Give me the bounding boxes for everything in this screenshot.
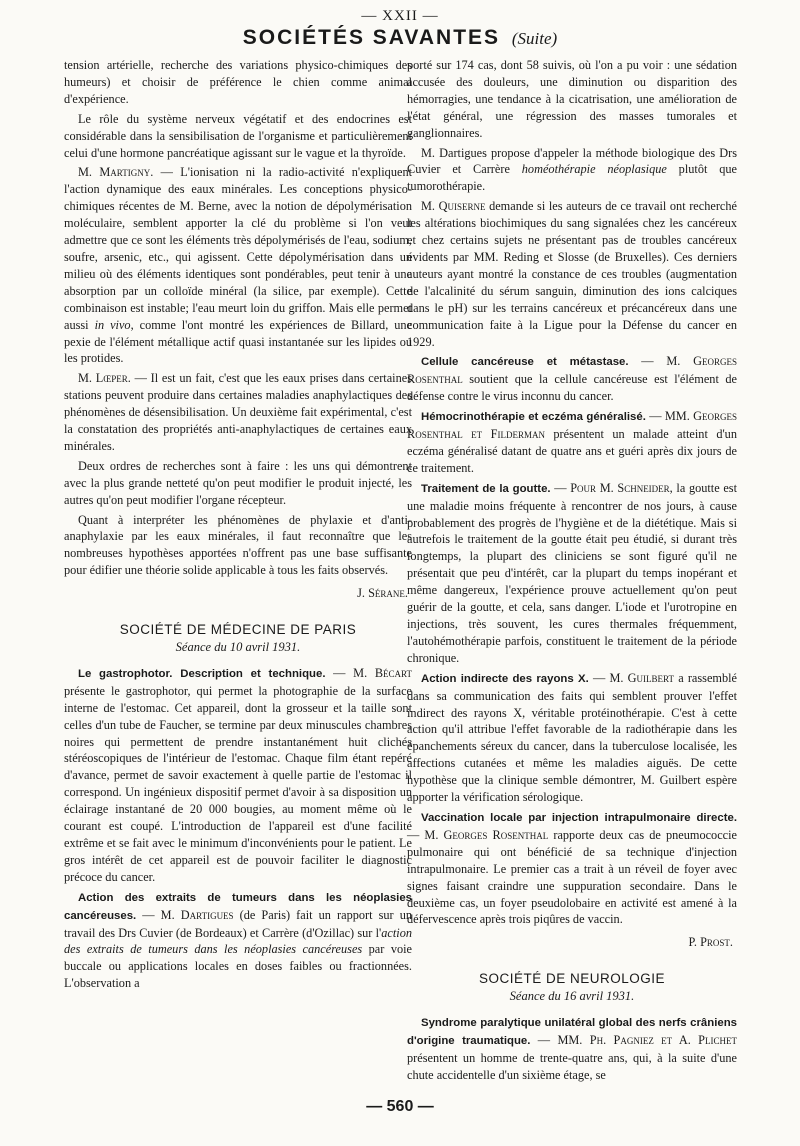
paragraph-text: — L'ionisation ni la radio-activité n'expliquent l'action dynamique des eaux minérales. Les conceptions physico-chimiques récentes de M. Berne, avec la notion de dépolymérisation moléculaire, semblent apporter la clé du problème si l'on veut admettre que ce sont les éléments très dépolymérisés de l'eau, sodium, soufre, arsenic, etc., qui agissent. Cette dépolymérisation dans un milieu où des éléments identiques sont pondérables, peut tenir à une absorption par un colloïde minéral (la silice, par exemple). Cette combinaison est instable; l'eau meurt loin du griffon. Mais elle permet aussi: [64, 165, 413, 332]
italic-text: in vivo: [94, 317, 131, 332]
left-column: [64, 57, 412, 992]
paragraph-text: soutient que la cellule cancéreuse est l'élément de défense contre le virus inconnu du cancer.: [407, 372, 737, 404]
speaker-name: — M. Georges Rosenthal: [407, 354, 737, 387]
paragraph-text: , comme l'ont montré les expériences de Billard, une pexie de l'élément métallique actif quasi instantanée sur les lipides ou les protides.: [64, 317, 412, 366]
paragraph: Deux ordres de recherches sont à faire : les uns qui démontrent avec la plus grande netteté qu'on peut modifier le produit injecté, les autres qu'on peut modifier l'organe récepteur.: [64, 458, 412, 507]
paragraph-text: par voie buccale ou applications locales en doses faibles ou fractionnées. L'observation a: [64, 942, 412, 991]
article: [407, 480, 737, 667]
speaker-name: — M. Dartigues: [136, 907, 234, 922]
running-header: [0, 26, 800, 50]
article-lead: Action indirecte des rayons X.: [421, 672, 589, 685]
paragraph-text: M. Dartigues propose d'appeler la méthode biologique des Drs Cuvier et Carrère: [407, 145, 737, 177]
signature: P. Prost.: [688, 935, 733, 950]
paragraph: Quant à interpréter les phénomènes de phylaxie et d'anti-anaphylaxie par les eaux minérales, il faut reconnaître que les nombreuses hypothèses apportées n'offrent pas une base suffisante pour édifier une théorie solide applicable à tous les faits observés.: [64, 512, 412, 578]
speaker-name: M. Martigny.: [78, 165, 154, 180]
article-lead: Syndrome paralytique unilatéral global des nerfs crâniens d'origine traumatique.: [407, 1017, 737, 1047]
speaker-name: — M. Georges Rosenthal: [407, 827, 549, 842]
speaker-name: — MM. Ph. Pagniez et A. Plichet: [530, 1032, 737, 1047]
speaker-name: — Pour M. Schneider,: [550, 480, 673, 495]
paragraph-text: rapporte deux cas de pneumococcie pulmonaire qui ont bénéficié de sa technique d'injection intrapulmonaire. Le premier cas a trait à un réveil de foyer avec signes faisant craindre une suppuration secondaire. Dans le deuxième cas, un foyer pseudolobaire en activité est amené à la défervescence après trois piqûres de vaccin.: [407, 827, 737, 927]
paragraph-text: présente le gastrophotor, qui permet la photographie de la surface interne de l'estomac. Cet appareil, dont la grosseur et la taille sont celles d'un tube de Faucher, se termine par deux minuscules chambres noires qui permettent de prendre instantanément huit clichés stéréoscopiques de l'intérieur de l'estomac. Chaque film étant repéré d'avance, permet de savoir exactement à quelle partie de l'estomac il correspond. Un ingénieux dispositif permet d'avoir à sa disposition un éclairage instantané de 20 000 bougies, au moment même où le courant est coupé. L'introduction de l'appareil est d'une facilité extrême et se fait avec le minimum d'inconvénients pour le patient. Le gros intérêt de cet appareil est de pouvoir faciliter le diagnostic précoce du cancer.: [64, 683, 412, 884]
right-column: [407, 57, 737, 1084]
paragraph: [407, 198, 737, 350]
article-lead: Hémocrinothérapie et eczéma généralisé.: [421, 411, 646, 424]
section-title: SOCIÉTÉ DE NEUROLOGIE: [478, 971, 666, 987]
paragraph: [64, 370, 412, 455]
paragraph-text: présentent un malade atteint d'un eczéma généralisé datant de quatre ans et guéri après dix jours de ce traitement.: [407, 427, 737, 475]
paragraph: tension artérielle, recherche des variations physico-chimiques des humeurs) et choisir de préférence le chien comme animal d'expérience.: [64, 58, 412, 106]
article: [407, 408, 737, 477]
italic-text: action des extraits de tumeurs dans les néoplasies cancéreuses: [64, 925, 412, 957]
speaker-name: — MM. Georges Rosenthal et Filderman: [407, 409, 737, 442]
paragraph-text: (de Paris) fait un rapport sur un travail des Drs Cuvier (de Bordeaux) et Carrère (d'Ozillac) sur l': [64, 907, 412, 940]
roman-folio: — XXII —: [361, 8, 439, 24]
paragraph-text: plutôt que tumorothérapie.: [407, 162, 737, 194]
article: [64, 665, 412, 886]
paragraph-text: présentent un homme de trente-quatre ans, qui, à la suite d'une chute accidentelle d'un sixième étage, se: [407, 1050, 737, 1082]
speaker-name: — M. Guilbert: [588, 670, 674, 685]
page-number: — 560 —: [366, 1098, 434, 1115]
speaker-name: M. Quiserne: [421, 199, 486, 214]
article-lead: Le gastrophotor. Description et technique.: [78, 667, 326, 680]
article-lead: Vaccination locale par injection intrapulmonaire directe.: [421, 811, 737, 824]
paragraph: [407, 145, 737, 196]
italic-text: homéothérapie néoplasique: [521, 162, 667, 177]
header-suite: (Suite): [511, 29, 558, 48]
signature: J. Sérane.: [357, 586, 408, 601]
session-date: Séance du 10 avril 1931.: [175, 640, 301, 654]
paragraph-text: a rassemblé dans sa communication des faits qui semblent prouver l'effet indirect des rayons X, véritable protéinothérapie. C'est à cette action qu'il attribue l'effet favorable de la radiothérapie dans les épanchements séreux du cancer, dans la tuberculose localisée, les affections cutanées et même les maladies aiguës. De cette hypothèse que la clinique semble démontrer, M. Guilbert espère apporter la vérification sérologique.: [407, 670, 738, 805]
article-lead: Action des extraits de tumeurs dans les néoplasies cancéreuses.: [64, 891, 412, 922]
article: [407, 353, 737, 405]
article: [64, 889, 412, 992]
paragraph: porté sur 174 cas, dont 58 suivis, où l'on a pu voir : une sédation accusée des douleurs, une diminution ou disparition des hémorragies, une tendance à la cicatrisation, une amélioration de l'état général, une régression des masses tumorales et ganglionnaires.: [407, 58, 737, 140]
section-title: SOCIÉTÉ DE MÉDECINE DE PARIS: [119, 622, 357, 638]
article: [407, 809, 737, 928]
speaker-name: M. Lœper.: [78, 371, 131, 386]
article: [407, 670, 737, 806]
speaker-name: — M. Bécart: [325, 665, 412, 680]
article-lead: Cellule cancéreuse et métastase.: [421, 356, 629, 369]
paragraph: Le rôle du système nerveux végétatif et des endocrines est considérable dans la sensibilisation de l'organisme et particulièrement celui d'une hormone pancréatique agissant sur le vague et la thyroïde.: [64, 111, 412, 160]
header-title: SOCIÉTÉS SAVANTES: [242, 26, 501, 49]
paragraph-text: demande si les auteurs de ce travail ont recherché les altérations biochimiques du sang signalées chez les cancéreux et chez certains sujets ne présentant pas de troubles cancéreux évidents par MM. Reding et Slosse (de Bruxelles). Ces derniers auteurs ayant montré la constance de ces troubles (augmentation de l'alcalinité du sérum sanguin, diminution des ions calciques dans le pH) sur les terrains cancéreux et précancéreux dans une communication faite à la Ligue pour la Défense du cancer en 1929.: [407, 199, 737, 349]
paragraph-text: la goutte est une maladie moins fréquente à rencontrer de nos jours, à cause probablement des progrès de l'hygiène et de la diététique. Mais si autrefois le traitement de la goutte était peu étudié, si durant très longtemps, la plupart des cliniciens se sont figuré qu'il ne présentait que peu d'intérêt, car la plupart du temps inopérant et même dangereux, l'expérience prouve actuellement qu'on peut guérir de la goutte, et cela, sans danger. L'iode et l'urotropine en injections, très souvent, les cures thermales fréquemment, l'autohémothérapie parfois, constituent le traitement de la période chronique.: [407, 480, 737, 665]
paragraph-text: — Il est un fait, c'est que les eaux prises dans certaines stations peuvent produire dans certaines maladies anaphylactiques des phénomènes de désensibilisation. Un deuxième fait expérimental, c'est la constatation des propriétés anti-anaphylactiques de certaines eaux minérales.: [64, 371, 412, 453]
session-date: Séance du 16 avril 1931.: [509, 989, 635, 1004]
article-lead: Traitement de la goutte.: [421, 482, 551, 495]
article: [407, 1014, 737, 1084]
paragraph: [64, 164, 412, 367]
